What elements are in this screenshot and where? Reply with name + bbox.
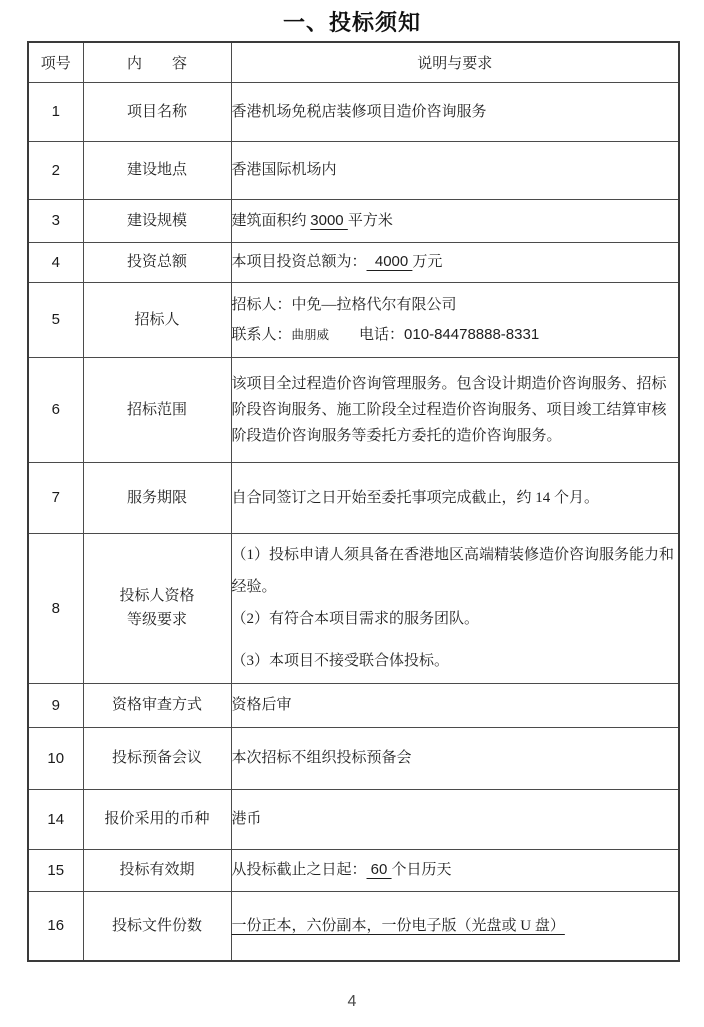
description-text: 本项目投资总额为： [231, 254, 367, 270]
description-cell [231, 282, 679, 357]
label-line-2: 等级要求 [126, 612, 187, 628]
table-row [28, 141, 679, 199]
description-text: 平方米 [347, 212, 393, 229]
content-label-cell: 项目名称 [83, 82, 231, 141]
description-cell [231, 357, 679, 462]
table-row [28, 82, 679, 141]
table-header-row [28, 42, 679, 82]
table-row [28, 282, 679, 357]
item-no-cell: 10 [28, 727, 83, 789]
content-label-cell: 投标预备会议 [83, 727, 231, 789]
underlined-text: 一份正本，六份副本，一份电子版（光盘或 U 盘） [231, 917, 565, 934]
item-no-cell: 16 [28, 891, 83, 961]
table-row [28, 849, 679, 891]
item-no-cell: 9 [28, 683, 83, 727]
item-no-cell: 14 [28, 789, 83, 849]
content-label-cell: 资格审查方式 [83, 683, 231, 727]
table-row [28, 242, 679, 282]
table-row [28, 357, 679, 462]
requirement-item: （1）投标申请人须具备在香港地区高端精装修造价咨询服务能力和经验。 [231, 547, 675, 595]
item-no-cell: 15 [28, 849, 83, 891]
contact-name: 曲朋威 [291, 327, 330, 342]
content-label-cell: 投标有效期 [83, 849, 231, 891]
contact-label: 联系人： [231, 326, 292, 343]
page-number: 4 [347, 993, 357, 1010]
underlined-value: 60 [366, 861, 392, 878]
requirement-item: （3）本项目不接受联合体投标。 [231, 653, 450, 669]
content-label-cell: 招标范围 [83, 357, 231, 462]
content-label-cell [83, 533, 231, 683]
description-text: 建筑面积约 [231, 212, 311, 229]
content-label-cell: 投资总额 [83, 242, 231, 282]
description-cell [231, 789, 679, 849]
page-title: 一、投标须知 [282, 10, 421, 35]
description-text: 个月。 [550, 489, 600, 506]
description-text: 香港机场免税店装修项目造价咨询服务 [231, 103, 487, 120]
table-row [28, 462, 679, 533]
item-no-cell: 3 [28, 199, 83, 242]
contact-line [232, 320, 679, 350]
item-no-cell: 8 [28, 533, 83, 683]
duration-value: 14 [535, 489, 551, 506]
description-cell [231, 462, 679, 533]
content-label-cell: 报价采用的币种 [83, 789, 231, 849]
description-text: 本次招标不组织投标预备会 [231, 750, 412, 766]
item-no-cell: 4 [28, 242, 83, 282]
description-text: 香港国际机场内 [231, 162, 337, 178]
underlined-value: 3000 [310, 211, 348, 229]
description-text: 个日历天 [391, 862, 452, 878]
description-cell [231, 849, 679, 891]
phone-label: 电话： [329, 326, 405, 343]
item-no-cell: 7 [28, 462, 83, 533]
description-text: 资格后审 [231, 697, 292, 713]
bidding-notice-table [27, 41, 680, 962]
content-label-cell: 建设地点 [83, 141, 231, 199]
content-label-cell: 投标文件份数 [83, 891, 231, 961]
header-content: 内 容 [83, 42, 231, 82]
description-text: 自合同签订之日开始至委托事项完成截止，约 [231, 489, 536, 506]
description-cell [231, 242, 679, 282]
label-line-1: 投标人资格 [119, 588, 195, 604]
table-row [28, 727, 679, 789]
description-cell [231, 533, 679, 683]
requirement-item: （2）有符合本项目需求的服务团队。 [231, 611, 480, 627]
header-description: 说明与要求 [231, 42, 679, 82]
underlined-value: 4000 [366, 253, 413, 270]
header-item-no: 项号 [28, 42, 83, 82]
item-no-cell: 1 [28, 82, 83, 141]
tenderer-line: 招标人：中免—拉格代尔有限公司 [231, 296, 457, 313]
description-text: 港币 [231, 811, 262, 827]
description-cell [231, 82, 679, 141]
content-label-cell: 招标人 [83, 282, 231, 357]
description-cell [231, 199, 679, 242]
table-row [28, 199, 679, 242]
item-no-cell: 6 [28, 357, 83, 462]
description-text: 万元 [412, 254, 443, 270]
description-cell [231, 727, 679, 789]
table-row [28, 789, 679, 849]
item-no-cell: 5 [28, 282, 83, 357]
description-cell [231, 683, 679, 727]
description-cell [231, 141, 679, 199]
description-cell [231, 891, 679, 961]
description-text: 该项目全过程造价咨询管理服务。包含设计期造价咨询服务、招标阶段咨询服务、施工阶段全过程造价咨询服务、项目竣工结算审核阶段造价咨询服务等委托方委托的造价咨询服务。 [231, 375, 667, 444]
phone-number: 010-84478888-8331 [404, 325, 540, 343]
content-label-cell: 建设规模 [83, 199, 231, 242]
table-row [28, 891, 679, 961]
table-row [28, 533, 679, 683]
description-text: 从投标截止之日起： [231, 862, 367, 878]
content-label-cell: 服务期限 [83, 462, 231, 533]
table-row [28, 683, 679, 727]
item-no-cell: 2 [28, 141, 83, 199]
